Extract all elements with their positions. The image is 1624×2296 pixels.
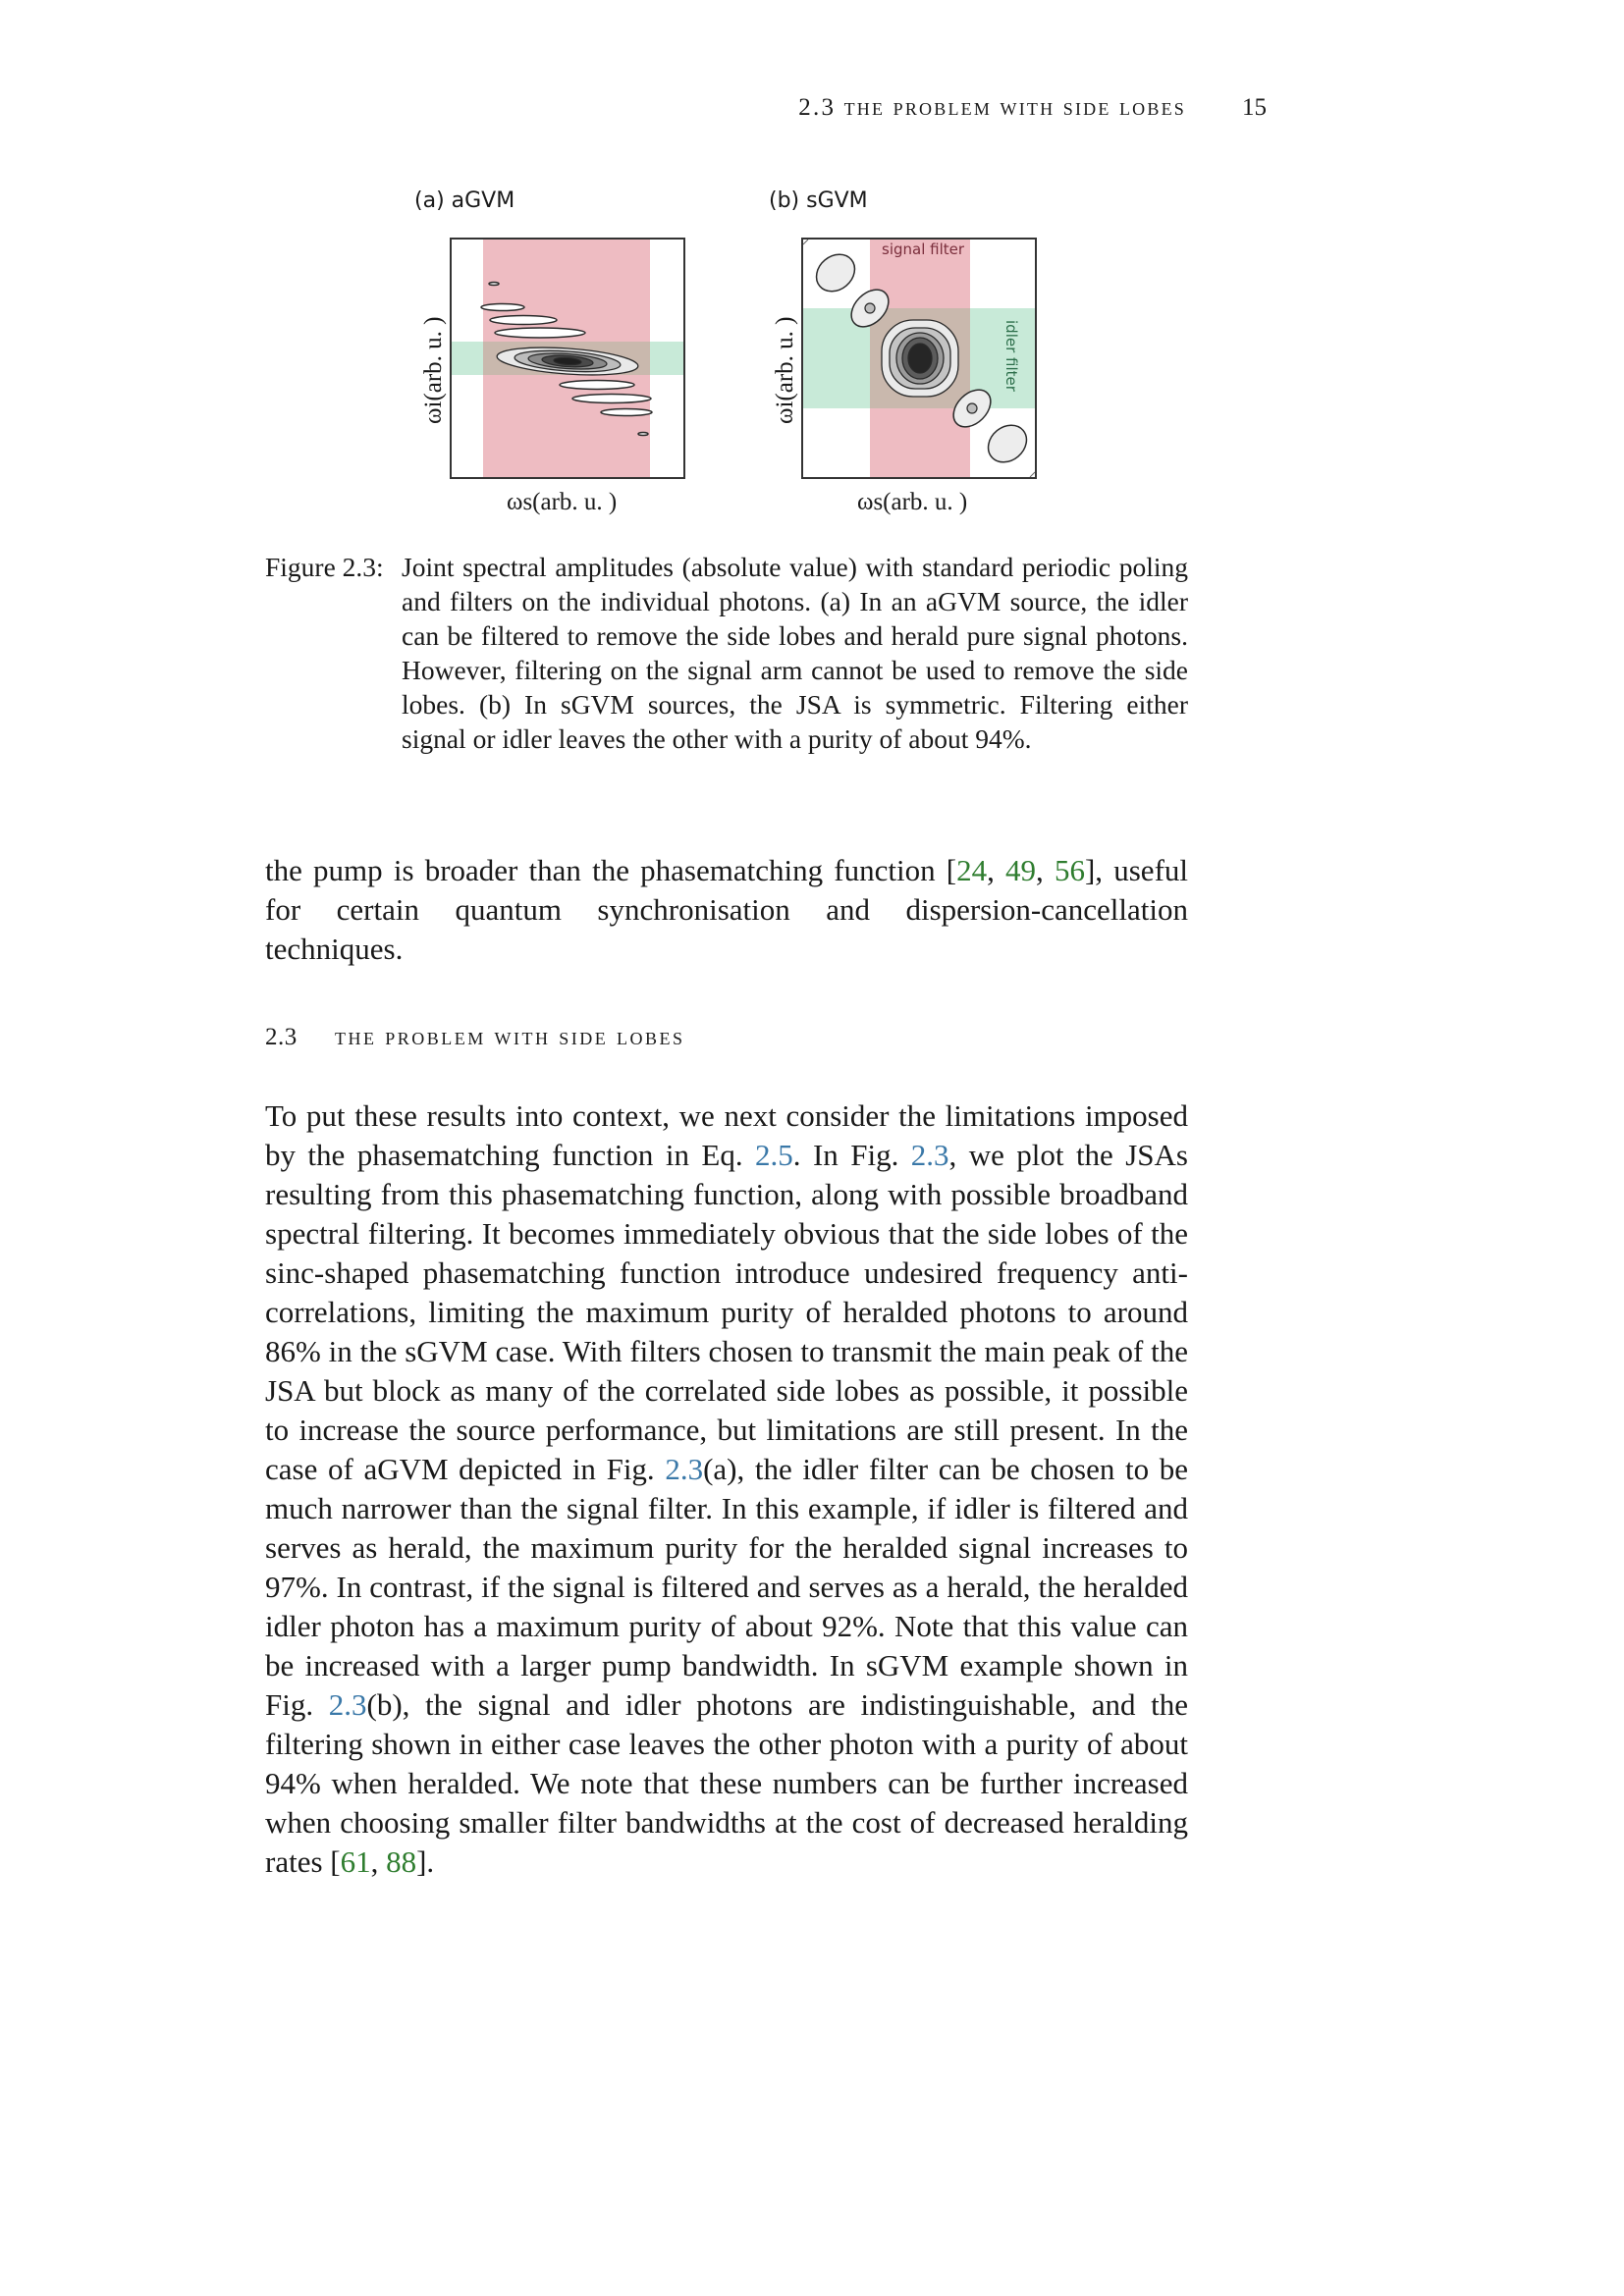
side-lobe xyxy=(638,433,648,436)
figure-ref-link[interactable]: 2.3 xyxy=(328,1687,367,1722)
section-title: the problem with side lobes xyxy=(335,1024,685,1050)
section-number: 2.3 xyxy=(265,1024,298,1050)
caption-text: Joint spectral amplitudes (absolute value) with standard periodic poling and filters on the individual photons. (a) In an aGVM source, the idler can be filtered to remove the side lobes and herald pure signal photons. However, filtering on the signal arm cannot be used to remove the side lobes. (b) In sGVM sources, the JSA is symmetric. Filtering either signal or idler leaves the other with a purity of about 94%. xyxy=(402,552,1188,754)
side-lobe xyxy=(572,395,651,403)
figure-ref-link[interactable]: 2.3 xyxy=(665,1452,704,1486)
para-text: , xyxy=(370,1844,387,1879)
para-text: , xyxy=(1036,853,1055,887)
panel-a-y-axis-label: ωi(arb. u. ) xyxy=(420,316,447,424)
side-lobe xyxy=(601,409,652,416)
para-text: the pump is broader than the phasematching function [ xyxy=(265,853,957,887)
para-text: , we plot the JSAs resulting from this phasematching function, along with possible broadband spectral filtering. It becomes immediately obvious that the side lobes of the sinc-shaped phasematching function introduce undesired frequency anti-correlations, limiting the maximum purity of heralded photons to around 86% in the sGVM case. With filters chosen to transmit the main peak of the JSA but block as many of the correlated side lobes as possible, it possible to increase the source performance, but limitations are still present. In the case of aGVM depicted in Fig. xyxy=(265,1138,1189,1486)
side-lobe-center xyxy=(967,403,977,413)
paragraph-side-lobes xyxy=(265,1096,1188,1882)
main-peak xyxy=(882,320,958,397)
citation-link[interactable]: 49 xyxy=(1005,853,1037,887)
running-header xyxy=(265,94,1267,133)
side-lobe xyxy=(489,283,499,286)
panel-b-x-axis-label: ωs(arb. u. ) xyxy=(857,489,968,515)
contour-level xyxy=(908,344,932,373)
side-lobe xyxy=(495,328,585,338)
idler-filter-label: idler filter xyxy=(1002,320,1020,392)
running-header-title: 2.3 the problem with side lobes xyxy=(798,94,1186,121)
para-text: . In Fig. xyxy=(792,1138,911,1172)
panel-b-y-axis-label: ωi(arb. u. ) xyxy=(772,316,798,424)
paragraph-continuation xyxy=(265,851,1188,969)
page-number: 15 xyxy=(1242,94,1267,121)
jsa-plot-sgvm xyxy=(801,238,1037,479)
citation-link[interactable]: 61 xyxy=(340,1844,371,1879)
caption-label: Figure 2.3: xyxy=(265,552,384,582)
jsa-plot-agvm xyxy=(450,238,685,479)
citation-link[interactable]: 88 xyxy=(386,1844,417,1879)
jsa-sgvm-svg xyxy=(803,240,1035,477)
panel-a-label: (a) aGVM xyxy=(414,188,515,213)
para-text: (a), the idler filter can be chosen to be much narrower than the signal filter. In this example, if idler is filtered and serves as herald, the maximum purity for the heralded signal increases to 97%. In contrast, if the signal is filtered and serves as a herald, the heralded idler photon has a maximum purity of about 92%. Note that this value can be increased with a larger pump bandwidth. In sGVM example shown in Fig. xyxy=(265,1452,1189,1722)
side-lobe xyxy=(560,381,634,390)
side-lobe xyxy=(481,304,524,311)
jsa-agvm-svg xyxy=(452,240,683,477)
citation-link[interactable]: 56 xyxy=(1054,853,1085,887)
side-lobe xyxy=(981,417,1034,469)
panel-b-label: (b) sGVM xyxy=(769,188,868,213)
citation-link[interactable]: 24 xyxy=(956,853,988,887)
para-text: , xyxy=(987,853,1006,887)
side-lobe-center xyxy=(865,303,875,313)
para-text: ], useful for certain quantum synchronisation and dispersion-cancellation techniques. xyxy=(265,853,1188,966)
para-text: To put these results into context, we next consider the limitations imposed by the phasematching function in Eq. xyxy=(265,1098,1188,1172)
para-text: ]. xyxy=(416,1844,435,1879)
side-lobe xyxy=(490,316,557,325)
panel-a-x-axis-label: ωs(arb. u. ) xyxy=(507,489,618,515)
equation-ref-link[interactable]: 2.5 xyxy=(755,1138,793,1172)
side-lobe xyxy=(809,246,862,298)
signal-filter-label: signal filter xyxy=(882,240,965,258)
figure-caption xyxy=(265,550,1188,756)
figure-ref-link[interactable]: 2.3 xyxy=(910,1138,949,1172)
para-text: (b), the signal and idler photons are indistinguishable, and the filtering shown in either case leaves the other photon with a purity of about 94% when heralded. We note that these numbers can be further increased when choosing smaller filter bandwidths at the cost of decreased heralding rates [ xyxy=(265,1687,1189,1879)
